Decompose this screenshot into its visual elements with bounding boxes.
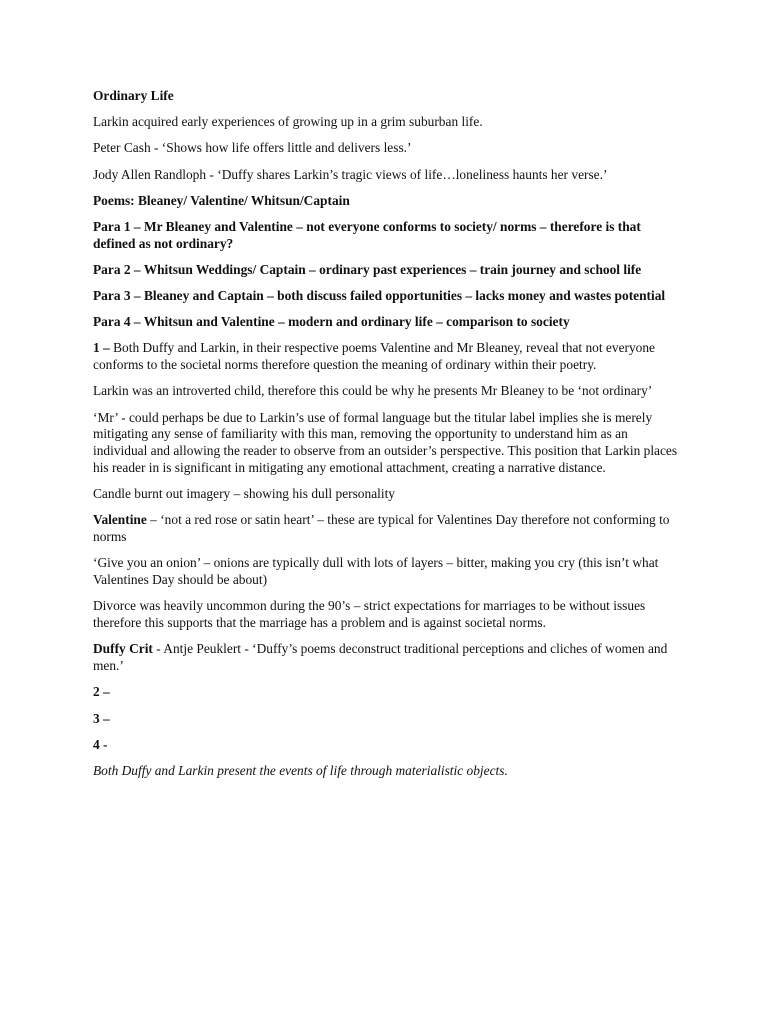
poems-heading: Poems: Bleaney/ Valentine/ Whitsun/Captain <box>93 192 350 208</box>
critic-quote-randloph: Jody Allen Randloph - ‘Duffy shares Larkin’s tragic views of life…loneliness haunts her verse.’ <box>93 166 608 182</box>
section-1-paragraph <box>93 340 678 374</box>
para-1-plan: Para 1 – Mr Bleaney and Valentine – not everyone conforms to society/ norms – therefore is that defined as not ordinary? <box>93 218 641 251</box>
section-3-label: 3 – <box>93 710 110 726</box>
candle-imagery-line: Candle burnt out imagery – showing his dull personality <box>93 486 395 502</box>
section-1-label: 1 – <box>93 340 110 356</box>
intro-line: Larkin acquired early experiences of growing up in a grim suburban life. <box>93 114 483 130</box>
mr-analysis-paragraph: ‘Mr’ - could perhaps be due to Larkin’s use of formal language but the titular label implies she is merely mitigating any sense of familiarity with this man, removing the opportunity to understand him as an individual and allowing the reader to observe from an outsider’s perspective. This position that Larkin places his reader in is significant in mitigating any emotional attachment, creating a narrative distance. <box>93 409 678 476</box>
divorce-paragraph: Divorce was heavily uncommon during the 90’s – strict expectations for marriages to be without issues therefore this supports that the marriage has a problem and is against societal norms. <box>93 598 646 631</box>
onion-paragraph: ‘Give you an onion’ – onions are typically dull with lots of layers – bitter, making you cry (this isn’t what Valentines Day should be about) <box>93 555 659 588</box>
valentine-label: Valentine <box>93 512 147 528</box>
section-2-label: 2 – <box>93 684 110 700</box>
section-4-label: 4 - <box>93 736 108 752</box>
duffy-crit-paragraph <box>93 641 678 675</box>
section-1-text: Both Duffy and Larkin, in their respective poems Valentine and Mr Bleaney, reveal that not everyone conforms to the societal norms therefore question the meaning of ordinary within their poetry. <box>93 340 655 373</box>
para-3-plan: Para 3 – Bleaney and Captain – both discuss failed opportunities – lacks money and wastes potential <box>93 288 666 304</box>
introverted-paragraph: Larkin was an introverted child, therefore this could be why he presents Mr Bleaney to be ‘not ordinary’ <box>93 383 653 399</box>
valentine-text: – ‘not a red rose or satin heart’ – these are typical for Valentines Day therefore not conforming to norms <box>93 512 670 545</box>
document-title: Ordinary Life <box>93 88 174 103</box>
duffy-crit-label: Duffy Crit <box>93 641 153 657</box>
valentine-paragraph <box>93 512 678 546</box>
duffy-crit-text: - Antje Peuklert - ‘Duffy’s poems deconstruct traditional perceptions and cliches of women and men.’ <box>93 641 668 674</box>
para-4-plan: Para 4 – Whitsun and Valentine – modern and ordinary life – comparison to society <box>93 314 570 330</box>
para-2-plan: Para 2 – Whitsun Weddings/ Captain – ordinary past experiences – train journey and school life <box>93 261 642 277</box>
document-page <box>93 88 678 789</box>
closing-sentence: Both Duffy and Larkin present the events of life through materialistic objects. <box>93 762 508 778</box>
critic-quote-cash: Peter Cash - ‘Shows how life offers little and delivers less.’ <box>93 140 412 156</box>
